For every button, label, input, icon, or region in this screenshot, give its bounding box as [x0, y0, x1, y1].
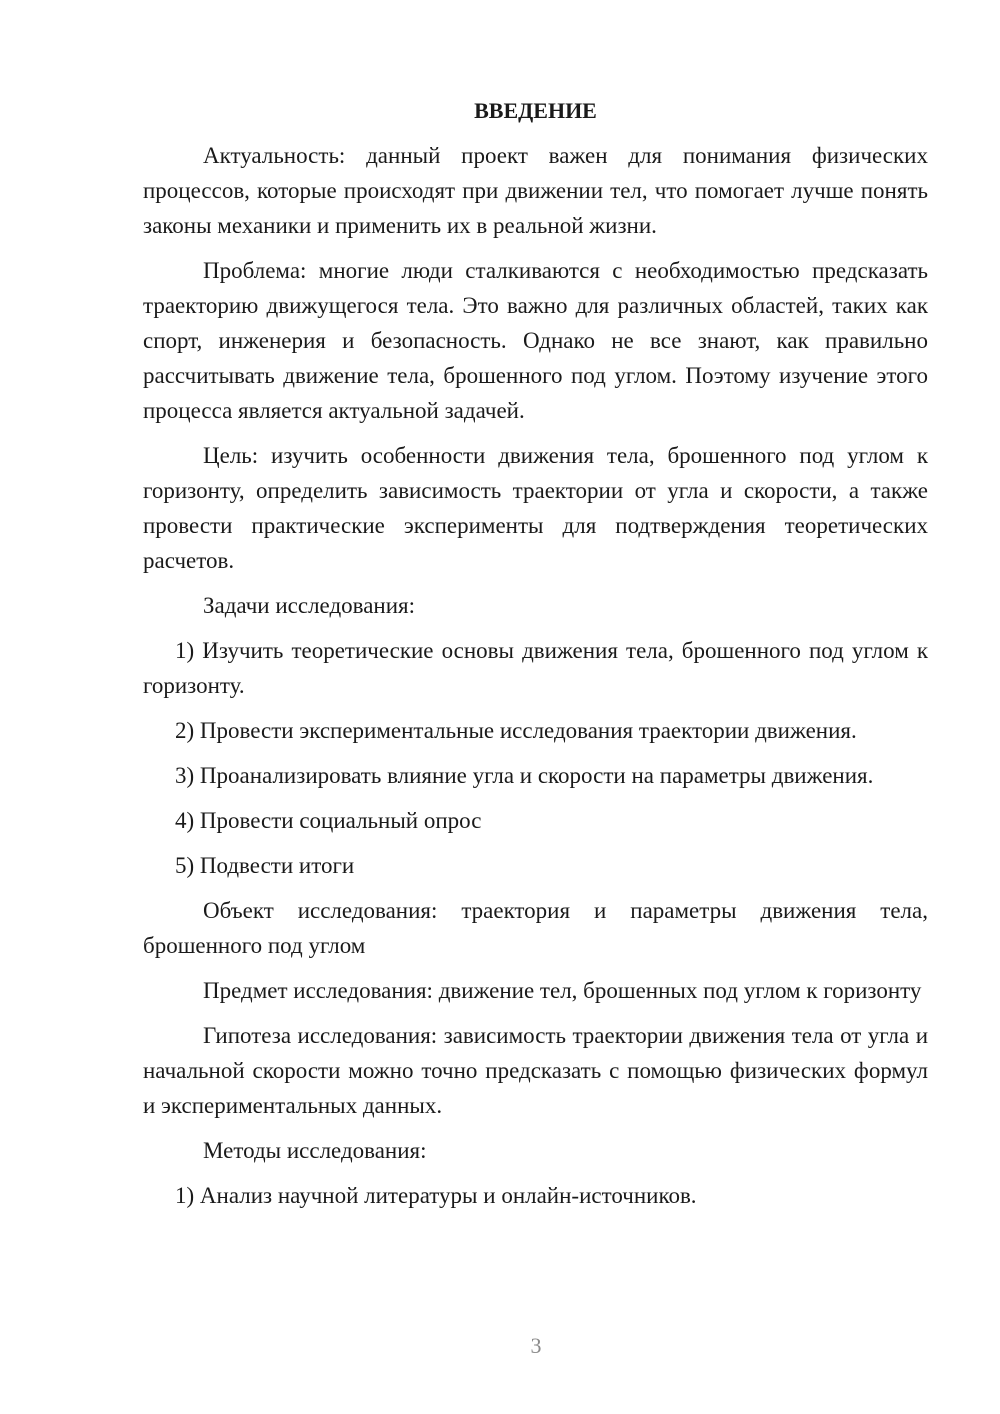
- paragraph-hypothesis: Гипотеза исследования: зависимость траектории движения тела от угла и начальной скорости можно точно предсказать с помощью физических формул и экспериментальных данных.: [143, 1023, 928, 1118]
- method-item-1: 1) Анализ научной литературы и онлайн-источников.: [175, 1183, 697, 1208]
- page-content: [143, 94, 928, 1223]
- methods-title: Методы исследования:: [203, 1138, 427, 1163]
- task-item-1: 1) Изучить теоретические основы движения тела, брошенного под углом к горизонту.: [143, 638, 928, 698]
- paragraph-problem: Проблема: многие люди сталкиваются с необходимостью предсказать траекторию движущегося тела. Это важно для различных областей, таких как спорт, инженерия и безопасность. Однако не все знают, как правильно рассчитывать движение тела, брошенного под углом. Поэтому изучение этого процесса является актуальной задачей.: [143, 258, 928, 423]
- paragraph-subject: Предмет исследования: движение тел, брошенных под углом к горизонту: [203, 978, 922, 1003]
- section-heading: ВВЕДЕНИЕ: [474, 98, 597, 123]
- paragraph-relevance: Актуальность: данный проект важен для понимания физических процессов, которые происходят при движении тел, что помогает лучше понять законы механики и применить их в реальной жизни.: [143, 143, 928, 238]
- paragraph-object: Объект исследования: траектория и параметры движения тела, брошенного под углом: [143, 898, 928, 958]
- task-item-5: 5) Подвести итоги: [175, 853, 355, 878]
- paragraph-goal: Цель: изучить особенности движения тела, брошенного под углом к горизонту, определить зависимость траектории от угла и скорости, а также провести практические эксперименты для подтверждения теоретических расчетов.: [143, 443, 928, 573]
- page-number: 3: [530, 1333, 542, 1358]
- task-item-3: 3) Проанализировать влияние угла и скорости на параметры движения.: [175, 763, 874, 788]
- task-item-2: 2) Провести экспериментальные исследования траектории движения.: [175, 718, 857, 743]
- task-item-4: 4) Провести социальный опрос: [175, 808, 482, 833]
- tasks-title: Задачи исследования:: [203, 593, 416, 618]
